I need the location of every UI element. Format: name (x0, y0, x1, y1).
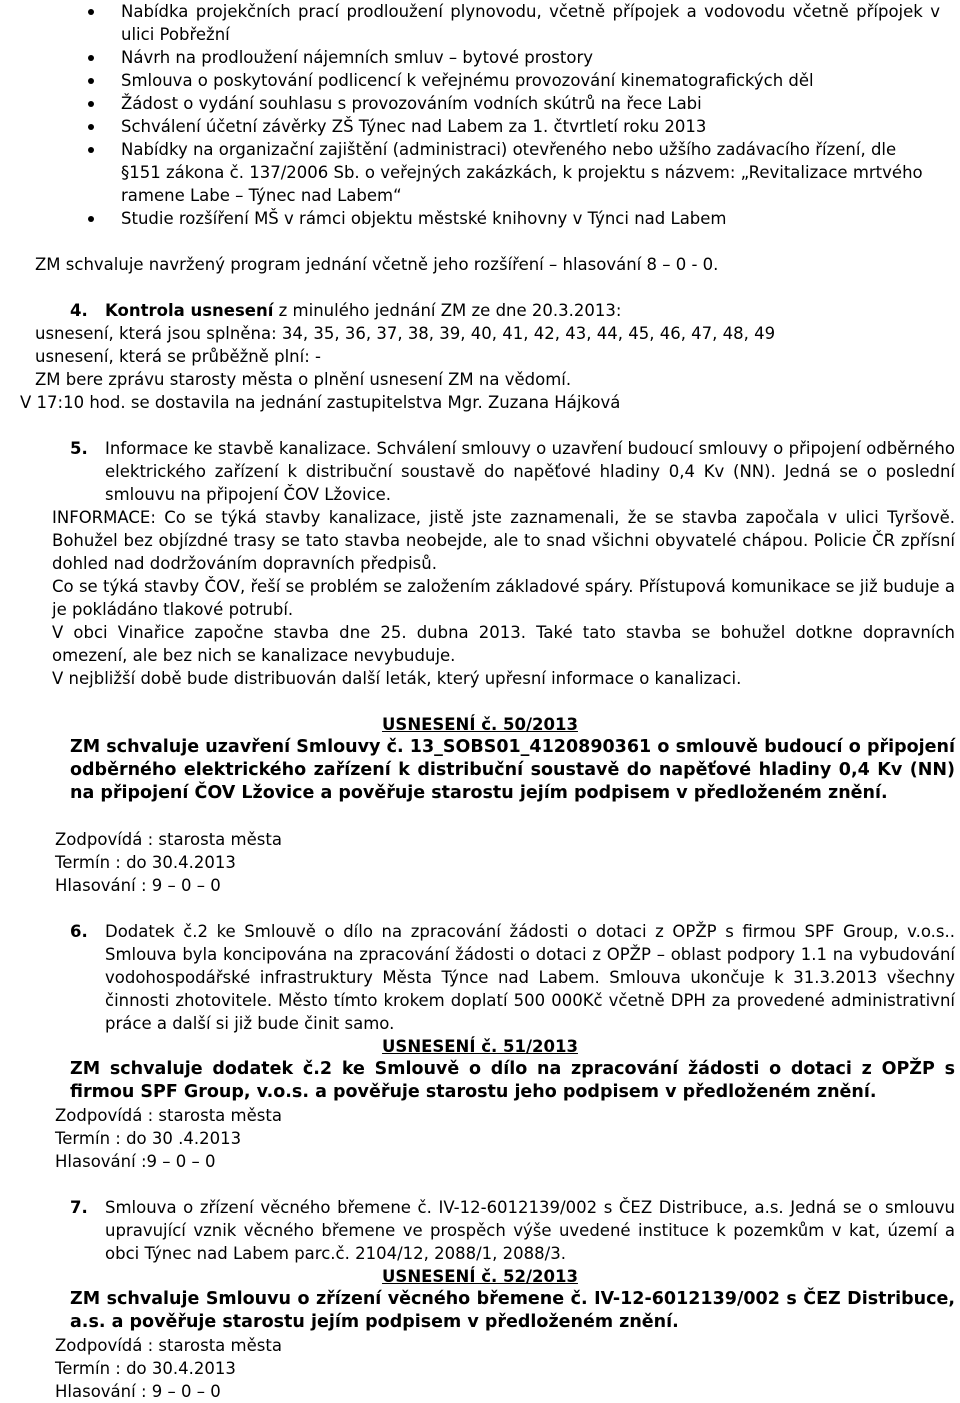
resolution-text: ZM schvaluje dodatek č.2 ke Smlouvě o dílo na zpracování žádosti o dotaci z OPŽP s firmou SPF Group, v.o.s. a pověřuje starostu jeho podpisem v předloženém znění. (70, 1059, 955, 1102)
section-number: 6. (70, 922, 88, 941)
deadline: Termín : do 30 .4.2013 (55, 1129, 242, 1148)
agenda-item: Žádost o vydání souhlasu s provozováním vodních skútrů na řece Labi (0, 92, 960, 115)
vote: Hlasování : 9 – 0 – 0 (55, 876, 221, 895)
vote: Hlasování : 9 – 0 – 0 (55, 1382, 221, 1401)
agenda-item: Návrh na prodloužení nájemních smluv – bytové prostory (0, 46, 960, 69)
section-title: Kontrola usnesení (105, 301, 274, 320)
agenda-item: Schválení účetní závěrky ZŠ Týnec nad Labem za 1. čtvrtletí roku 2013 (0, 115, 960, 138)
section-6 (70, 920, 955, 1035)
section-7 (70, 1196, 955, 1265)
info-paragraph: INFORMACE: Co se týká stavby kanalizace, jistě jste zaznamenali, že se stavba započala v ulici Tyršově. Bohužel bez objízdné trasy se tato stavba neobejde, ale to snad všichni obyvatelé chápou. Policie ČR zpřísní dohled nad dodržováním dopravních předpisů. (52, 508, 955, 573)
resolution-text: ZM schvaluje uzavření Smlouvy č. 13_SOBS01_4120890361 o smlouvě budoucí o připojení odběrného elektrického zařízení k distribuční soustavě do napěťové hladiny 0,4 Kv (NN) na připojení ČOV Lžovice a pověřuje starostu jejím podpisem v předloženém znění. (70, 737, 955, 803)
section-title-rest: z minulého jednání ZM ze dne 20.3.2013: (273, 301, 622, 320)
agenda-item: Nabídka projekčních prací prodloužení plynovodu, včetně přípojek a vodovodu včetně přípojek v ulici Pobřežní (0, 0, 960, 46)
info-paragraph: V nejbližší době bude distribuován další leták, který upřesní informace o kanalizaci. (52, 669, 742, 688)
responsible: Zodpovídá : starosta města (55, 1106, 282, 1125)
deadline: Termín : do 30.4.2013 (55, 853, 236, 872)
section-5-intro: Informace ke stavbě kanalizace. Schválení smlouvy o uzavření budoucí smlouvy o připojení odběrného elektrického zařízení k distribuční soustavě do napěťové hladiny 0,4 Kv (NN). Jedná se o poslední smlouvu na připojení ČOV Lžovice. (105, 439, 955, 504)
section-4-heading (70, 299, 950, 322)
deadline: Termín : do 30.4.2013 (55, 1359, 236, 1378)
arrival-note: V 17:10 hod. se dostavila na jednání zastupitelstva Mgr. Zuzana Hájková (20, 393, 621, 412)
report-note: ZM bere zprávu starosty města o plnění usnesení ZM na vědomí. (35, 370, 572, 389)
fulfilled-resolutions: usnesení, která jsou splněna: 34, 35, 36, 37, 38, 39, 40, 41, 42, 43, 44, 45, 46, 47, 48, 49 (35, 324, 776, 343)
resolution-title: USNESENÍ č. 51/2013 (382, 1037, 578, 1056)
section-7-text: Smlouva o zřízení věcného břemene č. IV-12-6012139/002 s ČEZ Distribuce, a.s. Jedná se o smlouvu upravující vznik věcného břemene ve prospěch výše uvedené instituce k pozemkům v kat, území a obci Týnec nad Labem parc.č. 2104/12, 2088/1, 2088/3. (105, 1198, 955, 1263)
section-number: 4. (70, 301, 88, 320)
resolution-title: USNESENÍ č. 50/2013 (382, 715, 578, 734)
resolution-text: ZM schvaluje Smlouvu o zřízení věcného břemene č. IV-12-6012139/002 s ČEZ Distribuce, a.s. a pověřuje starostu jejím podpisem v předloženém znění. (70, 1289, 955, 1332)
responsible: Zodpovídá : starosta města (55, 1336, 282, 1355)
section-number: 5. (70, 439, 88, 458)
vote: Hlasování :9 – 0 – 0 (55, 1152, 216, 1171)
section-5 (70, 437, 955, 506)
agenda-list (0, 0, 960, 230)
agenda-approval: ZM schvaluje navržený program jednání včetně jeho rozšíření – hlasování 8 – 0 - 0. (35, 255, 719, 274)
responsible: Zodpovídá : starosta města (55, 830, 282, 849)
info-paragraph: Co se týká stavby ČOV, řeší se problém se založením základové spáry. Přístupová komunikace se již buduje a je pokládáno tlakové potrubí. (52, 577, 955, 619)
agenda-item: Nabídky na organizační zajištění (administraci) otevřeného nebo užšího zadávacího řízení, dle §151 zákona č. 137/2006 Sb. o veřejných zakázkách, k projektu s názvem: „Revitalizace mrtvého ramene Labe – Týnec nad Labem“ (0, 138, 960, 207)
info-paragraph: V obci Vinařice započne stavba dne 25. dubna 2013. Také tato stavba se bohužel dotkne dopravních omezení, ale bez nich se kanalizace nevybuduje. (52, 623, 955, 665)
section-6-text: Dodatek č.2 ke Smlouvě o dílo na zpracování žádosti o dotaci z OPŽP s firmou SPF Group, v.o.s.. Smlouva byla koncipována na zpracování žádosti o dotaci z OPŽP – oblast podpory 1.1 na vybudování vodohospodářské infrastruktury Města Týnce nad Labem. Smlouva ukončuje k 31.3.2013 všechny činnosti zhotovitele. Město tímto krokem doplatí 500 000Kč včetně DPH za provedené administrativní práce a další si již bude činit samo. (105, 922, 955, 1033)
agenda-item: Studie rozšíření MŠ v rámci objektu městské knihovny v Týnci nad Labem (0, 207, 960, 230)
agenda-item: Smlouva o poskytování podlicencí k veřejnému provozování kinematografických děl (0, 69, 960, 92)
resolution-title: USNESENÍ č. 52/2013 (382, 1267, 578, 1286)
ongoing-resolutions: usnesení, která se průběžně plní: - (35, 347, 321, 366)
section-number: 7. (70, 1198, 88, 1217)
